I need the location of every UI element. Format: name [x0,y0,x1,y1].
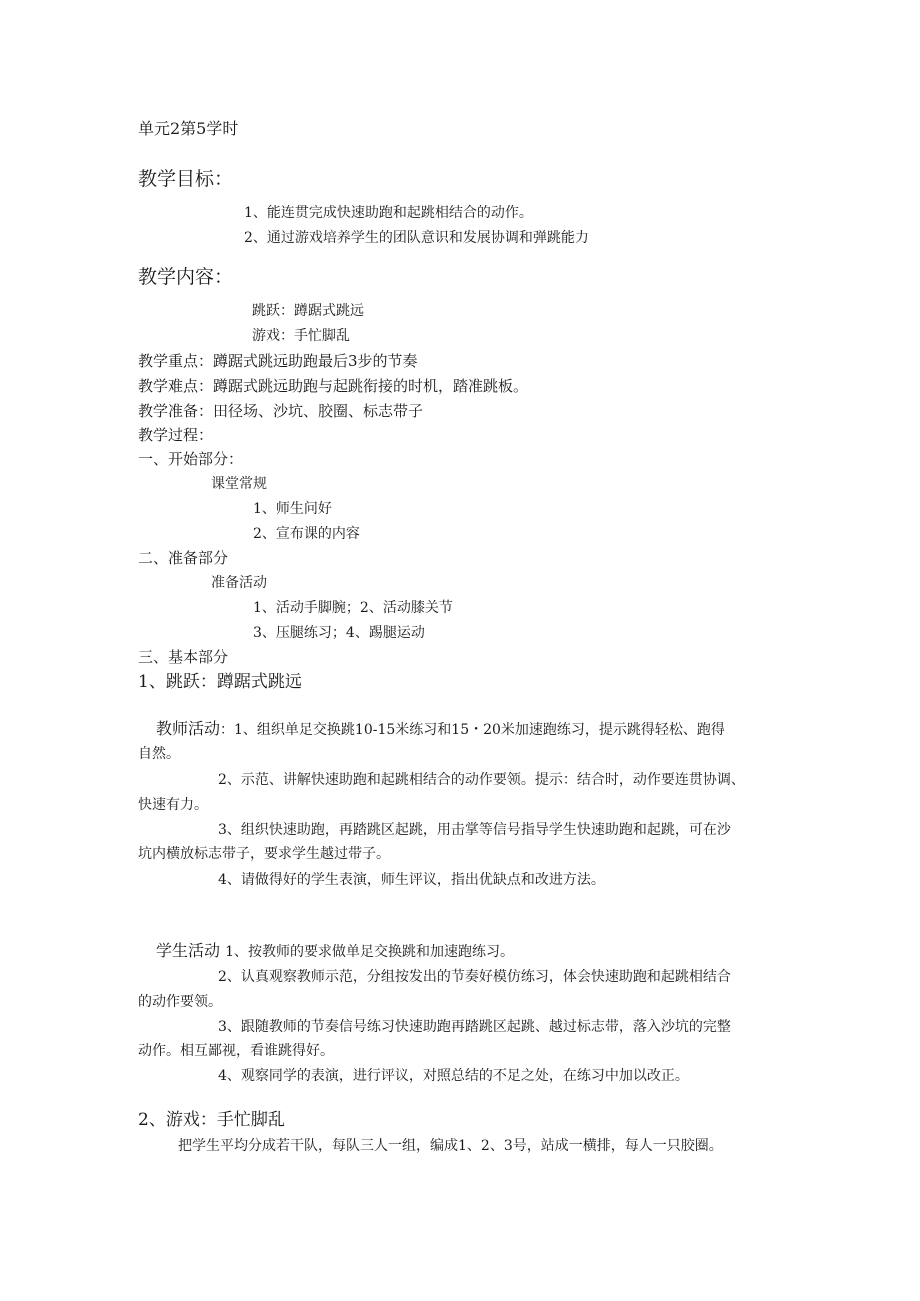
student-activity-line: 1、按教师的要求做单足交换跳和加速跑练习。 [225,944,515,960]
objective-item: 1、能连贯完成快速助跑和起跳相结合的动作。 [244,205,533,221]
section2-heading: 二、准备部分 [138,549,229,567]
section2-sub: 准备活动 [211,575,267,591]
teacher-activity-line: 自然。 [138,746,180,762]
unit-title: 单元2第5学时 [138,119,239,138]
section3-heading: 三、基本部分 [138,648,229,666]
section1-sub: 课堂常规 [211,476,267,492]
teacher-activity-label: 教师活动 [156,719,221,738]
section1-item: 2、宣布课的内容 [253,526,360,542]
teacher-activity-first-line [156,721,725,737]
student-activity-line: 4、观察同学的表演，进行评议，对照总结的不足之处，在练习中加以改正。 [218,1068,689,1084]
process-heading: 教学过程： [138,426,214,444]
difficulty-line: 教学难点：蹲踞式跳远助跑与起跳衔接的时机，踏准跳板。 [138,377,529,395]
section1-heading: 一、开始部分： [138,450,244,468]
student-activity-first-line [156,943,514,959]
content-item: 游戏：手忙脚乱 [252,328,350,344]
teacher-activity-line: 2、示范、讲解快速助跑和起跳相结合的动作要领。提示：结合时，动作要连贯协调、 [218,772,745,788]
student-activity-line: 的动作要领。 [138,994,222,1010]
teacher-activity-line: 3、组织快速助跑，再踏跳区起跳，用击掌等信号指导学生快速助跑和起跳，可在沙 [218,822,731,838]
content-item: 跳跃：蹲踞式跳远 [252,303,364,319]
student-activity-line: 2、认真观察教师示范，分组按发出的节奏好模仿练习，体会快速助跑和起跳相结合 [218,969,731,985]
student-activity-line: 3、跟随教师的节奏信号练习快速助跑再踏跳区起跳、越过标志带，落入沙坑的完整 [218,1019,731,1035]
student-activity-line: 动作。相互鄙视，看谁跳得好。 [138,1043,334,1059]
focus-line: 教学重点：蹲踞式跳远助跑最后3步的节奏 [138,352,418,370]
section2-item: 3、压腿练习；4、踢腿运动 [253,625,425,641]
section1-item: 1、师生问好 [253,501,332,517]
teacher-activity-line: ：1、组织单足交换跳10-15米练习和15・20米加速跑练习，提示跳得轻松、跑得 [220,722,725,738]
jump-heading: 1、跳跃：蹲踞式跳远 [138,672,302,692]
teacher-activity-line: 坑内横放标志带子，要求学生越过带子。 [138,846,390,862]
teacher-activity-line: 4、请做得好的学生表演，师生评议，指出优缺点和改进方法。 [218,872,605,888]
section2-item: 1、活动手脚腕；2、活动膝关节 [253,600,453,616]
game-description: 把学生平均分成若干队，每队三人一组，编成1、2、3号，站成一横排，每人一只胶圈。 [178,1138,723,1154]
objective-item: 2、通过游戏培养学生的团队意识和发展协调和弹跳能力 [244,230,589,246]
preparation-line: 教学准备：田径场、沙坑、胶圈、标志带子 [138,402,424,420]
game-heading: 2、游戏：手忙脚乱 [138,1110,285,1130]
content-heading: 教学内容： [138,266,234,288]
teacher-activity-line: 快速有力。 [138,797,208,813]
objectives-heading: 教学目标： [138,168,234,190]
student-activity-label: 学生活动 [156,941,221,960]
